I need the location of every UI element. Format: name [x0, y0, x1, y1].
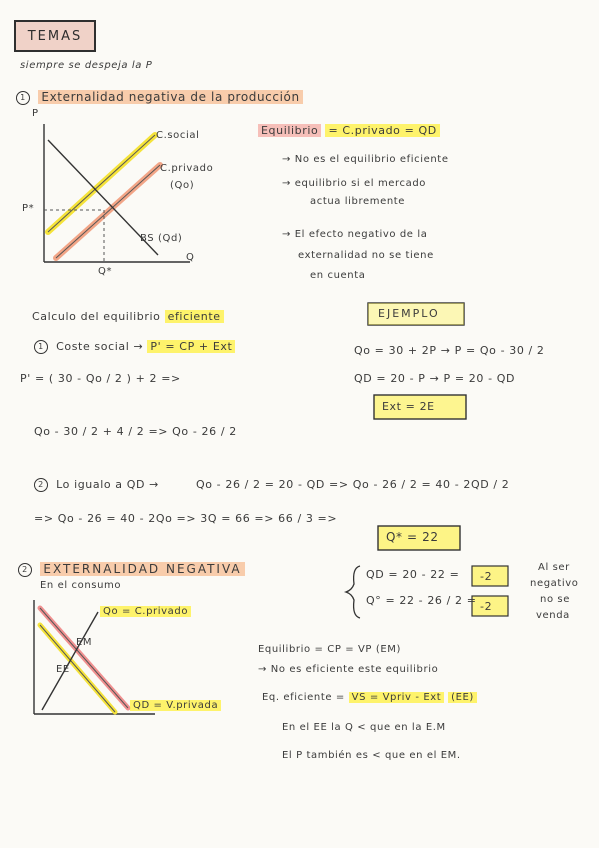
- step2-eq: Qo - 26 / 2 = 20 - QD => Qo - 26 / 2 = 40 - 2QD / 2: [196, 478, 510, 491]
- equilibrio-line: [258, 124, 440, 137]
- ejemplo-ext: Ext = 2E: [382, 400, 435, 413]
- g1-c-social: C.social: [156, 130, 200, 141]
- equilibrio-word: Equilibrio: [258, 124, 321, 137]
- step2-text: Lo igualo a QD →: [56, 478, 159, 491]
- ejemplo-line2: QD = 20 - P → P = 20 - QD: [354, 372, 516, 385]
- calculo-heading: [32, 310, 224, 323]
- g1-q-axis: Q: [186, 252, 195, 263]
- section2-subheading: En el consumo: [40, 580, 122, 591]
- step1-number: 1: [34, 340, 48, 354]
- step1: [34, 340, 235, 354]
- g1-bs: BS (Qd): [140, 233, 183, 244]
- g1-c-privado: C.privado: [160, 163, 214, 174]
- note-2: → equilibrio si el mercado: [282, 178, 427, 189]
- step1-expr: P' = ( 30 - Qo / 2 ) + 2 =>: [20, 372, 181, 385]
- side-note-1: Al ser: [538, 562, 570, 573]
- step2-result: Q* = 22: [386, 530, 439, 544]
- eq2-line2: → No es eficiente este equilibrio: [258, 664, 439, 675]
- step2-number: 2: [34, 478, 48, 492]
- note-4: → El efecto negativo de la: [282, 229, 428, 240]
- g1-q-star: Q*: [98, 266, 113, 277]
- calculo-text: Calculo del equilibrio: [32, 310, 161, 323]
- sys-val1: -2: [480, 570, 493, 583]
- step2: [34, 478, 159, 492]
- g2-em: EM: [76, 637, 93, 648]
- g1-c-privado-qo: (Qo): [170, 180, 195, 191]
- ejemplo-label: EJEMPLO: [378, 307, 440, 320]
- g2-qo-label: Qo = C.privado: [100, 606, 191, 617]
- eq3-hl: VS = Vpriv - Ext: [349, 692, 445, 703]
- g2-qd-label: QD = V.privada: [130, 700, 221, 711]
- section2-number: 2: [18, 563, 32, 577]
- section2-title: EXTERNALIDAD NEGATIVA: [40, 562, 244, 576]
- note-5: externalidad no se tiene: [298, 250, 434, 261]
- g1-p-axis: P: [32, 108, 39, 119]
- equilibrio-rest: = C.privado = QD: [325, 124, 439, 137]
- sys-line2: Q° = 22 - 26 / 2 =: [366, 594, 477, 607]
- step1-label: Coste social →: [56, 340, 144, 353]
- section1-title: Externalidad negativa de la producción: [38, 90, 302, 104]
- note-3: actua libremente: [310, 196, 406, 207]
- eq2-line5: El P también es < que en el EM.: [282, 750, 461, 761]
- sys-line1: QD = 20 - 22 =: [366, 568, 460, 581]
- g2-ee: EE: [56, 664, 70, 675]
- title-text: TEMAS: [27, 28, 83, 44]
- section1-number: 1: [16, 91, 30, 105]
- step1-expr2: Qo - 30 / 2 + 4 / 2 => Qo - 26 / 2: [34, 425, 237, 438]
- g1-p-star: P*: [22, 203, 35, 214]
- sys-val2: -2: [480, 600, 493, 613]
- calculo-hl: eficiente: [165, 310, 224, 323]
- side-note-4: venda: [536, 610, 570, 621]
- side-note-3: no se: [540, 594, 570, 605]
- note-6: en cuenta: [310, 270, 366, 281]
- side-note-2: negativo: [530, 578, 579, 589]
- eq3-tail: (EE): [448, 692, 477, 703]
- eq2-line3: [262, 692, 477, 703]
- eq2-line1: Equilibrio = CP = VP (EM): [258, 644, 401, 655]
- step1-formula: P' = CP + Ext: [147, 340, 235, 353]
- ejemplo-line1: Qo = 30 + 2P → P = Qo - 30 / 2: [354, 344, 545, 357]
- eq3-text: Eq. eficiente =: [262, 692, 345, 703]
- section2-heading: [18, 562, 245, 577]
- note-1: → No es el equilibrio eficiente: [282, 154, 449, 165]
- eq2-line4: En el EE la Q < que en la E.M: [282, 722, 446, 733]
- subtitle: siempre se despeja la P: [20, 60, 153, 71]
- step2-line2: => Qo - 26 = 40 - 2Qo => 3Q = 66 => 66 / 3 =>: [34, 512, 338, 525]
